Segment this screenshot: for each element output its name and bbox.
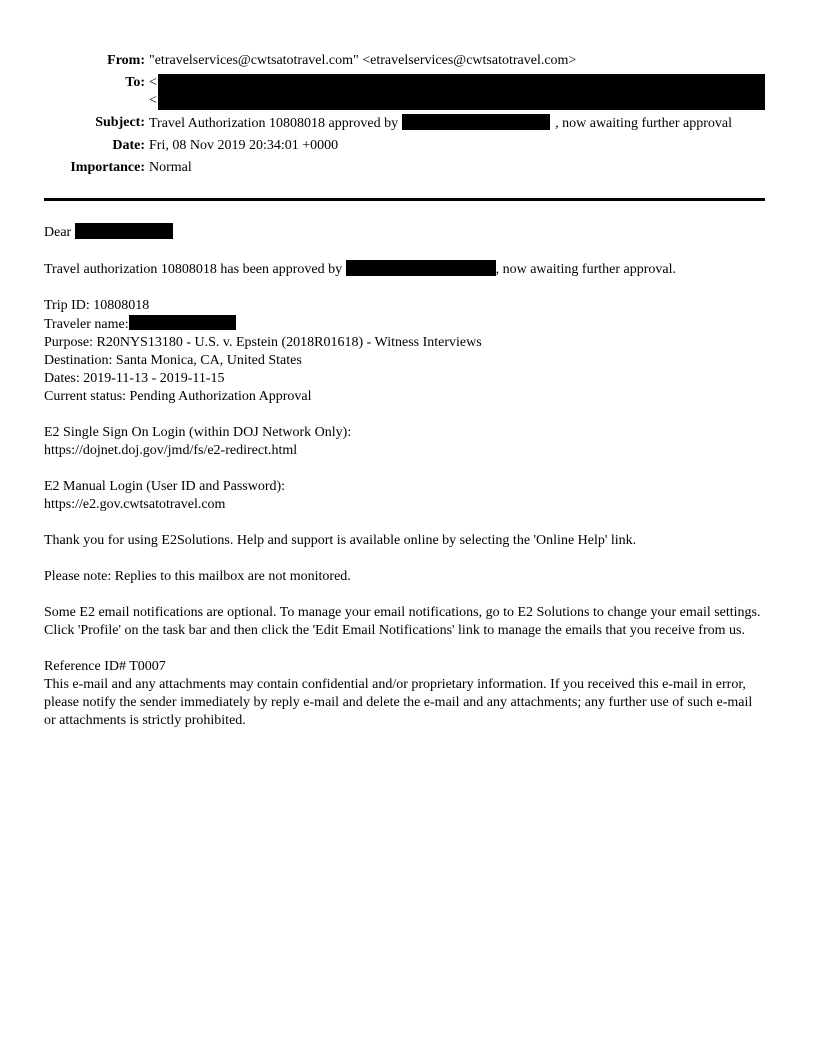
disclaimer-text: This e-mail and any attachments may contain confidential and/or proprietary information. If you received this e-mail in error, please notify the sender immediately by reply e-mail and delete the e-mail and any attachments; any further use of such e-mail or attachments is strictly prohibited. bbox=[44, 677, 753, 728]
sso-login-heading: E2 Single Sign On Login (within DOJ Network Only): bbox=[44, 425, 352, 440]
note-line: Please note: Replies to this mailbox are not monitored. bbox=[44, 569, 351, 584]
sso-login-block bbox=[44, 424, 765, 460]
trip-id-line: Trip ID: 10808018 bbox=[44, 298, 150, 313]
to-value bbox=[149, 74, 765, 110]
importance-value: Normal bbox=[149, 160, 192, 175]
from-label: From: bbox=[107, 53, 145, 68]
dates-line: Dates: 2019-11-13 - 2019-11-15 bbox=[44, 371, 225, 386]
to-angle-bracket-line1: < bbox=[149, 75, 157, 90]
subject-text-before: Travel Authorization 10808018 approved by bbox=[149, 116, 399, 131]
traveler-name-label: Traveler name: bbox=[44, 317, 129, 332]
salutation-text: Dear bbox=[44, 225, 72, 240]
to-label: To: bbox=[125, 75, 145, 90]
redaction-bar-subject bbox=[402, 114, 550, 130]
manual-login-heading: E2 Manual Login (User ID and Password): bbox=[44, 479, 286, 494]
current-status-line: Current status: Pending Authorization Approval bbox=[44, 389, 312, 404]
manual-login-url: https://e2.gov.cwtsatotravel.com bbox=[44, 497, 226, 512]
reference-id-line: Reference ID# T0007 bbox=[44, 659, 166, 674]
header-divider-rule bbox=[44, 198, 765, 201]
manual-login-block bbox=[44, 478, 765, 514]
to-angle-bracket-line2: < bbox=[149, 93, 157, 108]
notifications-paragraph: Some E2 email notifications are optional. To manage your email notifications, go to E2 Solutions to change your email settings. Click 'Profile' on the task bar and then click the 'Edit Email Notifications' link to manage the emails that you receive from us. bbox=[44, 605, 761, 638]
approval-text-after: , now awaiting further approval. bbox=[495, 262, 676, 277]
importance-label: Importance: bbox=[70, 160, 145, 175]
date-value: Fri, 08 Nov 2019 20:34:01 +0000 bbox=[149, 138, 339, 153]
approval-text-before: Travel authorization 10808018 has been approved by bbox=[44, 262, 343, 277]
subject-label: Subject: bbox=[95, 115, 145, 130]
approval-summary-line bbox=[44, 260, 765, 279]
redaction-bar-traveler-name bbox=[129, 315, 236, 330]
sso-login-url: https://dojnet.doj.gov/jmd/fs/e2-redirect.html bbox=[44, 443, 298, 458]
redaction-bar-salutation bbox=[75, 223, 173, 239]
footer-block bbox=[44, 658, 765, 730]
email-header-block bbox=[44, 52, 765, 177]
redaction-bar-to bbox=[158, 74, 765, 110]
thanks-line: Thank you for using E2Solutions. Help and support is available online by selecting the 'Online Help' link. bbox=[44, 533, 637, 548]
destination-line: Destination: Santa Monica, CA, United States bbox=[44, 353, 302, 368]
trip-details-block bbox=[44, 297, 765, 406]
salutation-line bbox=[44, 223, 765, 242]
email-body bbox=[44, 223, 765, 730]
from-value: "etravelservices@cwtsatotravel.com" <etravelservices@cwtsatotravel.com> bbox=[149, 53, 577, 68]
purpose-line: Purpose: R20NYS13180 - U.S. v. Epstein (2018R01618) - Witness Interviews bbox=[44, 335, 482, 350]
date-label: Date: bbox=[112, 138, 145, 153]
redaction-bar-approver bbox=[346, 260, 496, 276]
subject-text-after: , now awaiting further approval bbox=[555, 116, 733, 131]
traveler-name-line bbox=[44, 315, 765, 334]
subject-value bbox=[149, 114, 765, 133]
